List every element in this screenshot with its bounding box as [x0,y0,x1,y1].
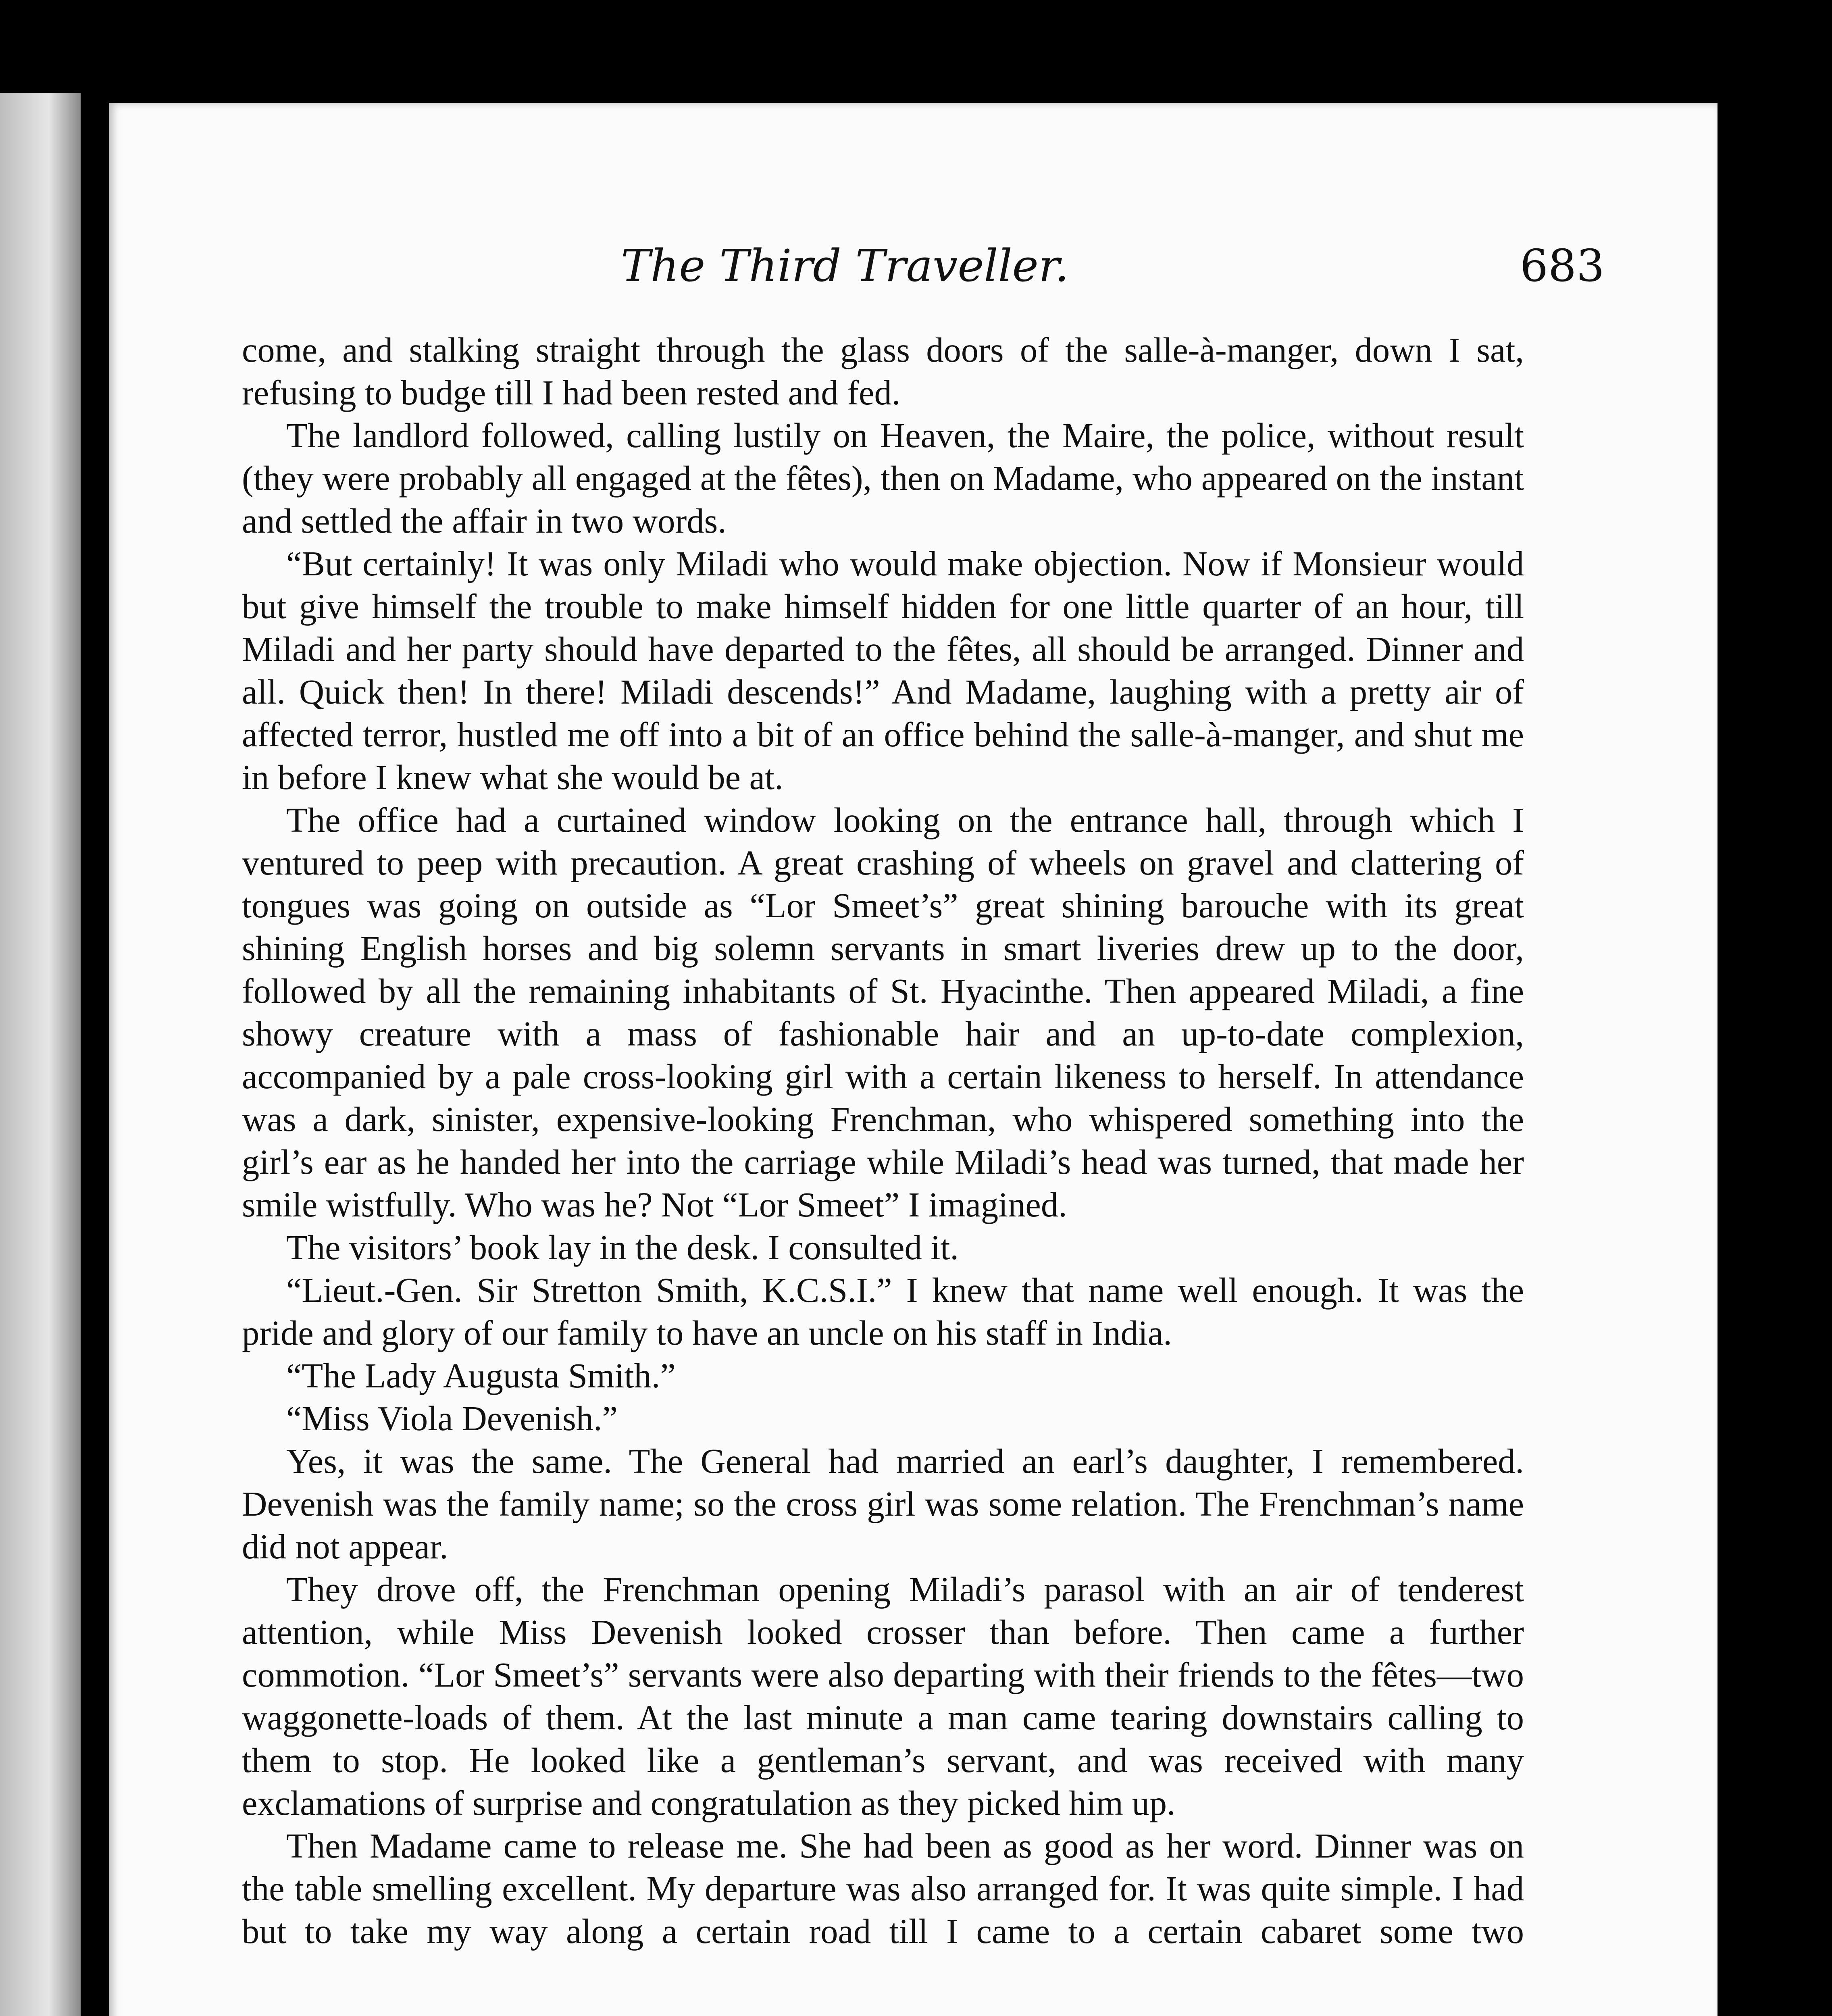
paragraph: “Miss Viola Devenish.” [286,1399,618,1438]
paragraph: The landlord followed, calling lustily on Heaven, the Maire, the police, without result (they were probably all engaged at the fêtes), then on Madame, who appeared on the instant and settled the affair in two words. [242,416,1524,540]
paragraph: The visitors’ book lay in the desk. I consulted it. [286,1228,959,1267]
paragraph: Yes, it was the same. The General had married an earl’s daughter, I remembered. Devenish was the family name; so the cross girl was some relation. The Frenchman’s name did not appear. [242,1442,1524,1566]
page-header [109,240,1718,304]
book-page [109,103,1718,2016]
paragraph: “But certainly! It was only Miladi who would make objection. Now if Monsieur would but give himself the trouble to make himself hidden for one little quarter of an hour, till Miladi and her party should have departed to the fêtes, all should be arranged. Dinner and all. Quick then! In there! Miladi descends!” And Madame, laughing with a pretty air of affected terror, hustled me off into a bit of an office behind the salle-à-manger, and shut me in before I knew what she would be at. [242,544,1524,797]
paragraph: “Lieut.-Gen. Sir Stretton Smith, K.C.S.I.” I knew that name well enough. It was the pride and glory of our family to have an uncle on his staff in India. [242,1271,1524,1352]
body-text [242,329,1524,1953]
paragraph: The office had a curtained window looking on the entrance hall, through which I ventured to peep with precaution. A great crashing of wheels on gravel and clattering of tongues was going on outside as “Lor Smeet’s” great shining barouche with its great shining English horses and big solemn servants in smart liveries drew up to the door, followed by all the remaining inhabitants of St. Hyacinthe. Then appeared Miladi, a fine showy creature with a mass of fashionable hair and an up-to-date complexion, accompanied by a pale cross-looking girl with a certain likeness to herself. In attendance was a dark, sinister, expensive-looking Frenchman, who whispered something into the girl’s ear as he handed her into the carriage while Miladi’s head was turned, that made her smile wistfully. Who was he? Not “Lor Smeet” I imagined. [242,801,1524,1224]
paragraph: They drove off, the Frenchman opening Miladi’s parasol with an air of tenderest attention, while Miss Devenish looked crosser than before. Then came a further commotion. “Lor Smeet’s” servants were also departing with their friends to the fêtes—two waggonette-loads of them. At the last minute a man came tearing downstairs calling to them to stop. He looked like a gentleman’s servant, and was received with many exclamations of surprise and congratulation as they picked him up. [242,1570,1524,1822]
paragraph: come, and stalking straight through the glass doors of the salle-à-manger, down I sat, refusing to budge till I had been rested and fed. [242,331,1524,412]
running-title: The Third Traveller. [621,240,1069,292]
facing-page-edge [0,93,81,2016]
page-number: 683 [1520,240,1605,292]
paragraph: “The Lady Augusta Smith.” [286,1356,676,1395]
paragraph: Then Madame came to release me. She had been as good as her word. Dinner was on the table smelling excellent. My departure was also arranged for. It was quite simple. I had but to take my way along a certain road till I came to a certain cabaret some two [242,1826,1524,1951]
